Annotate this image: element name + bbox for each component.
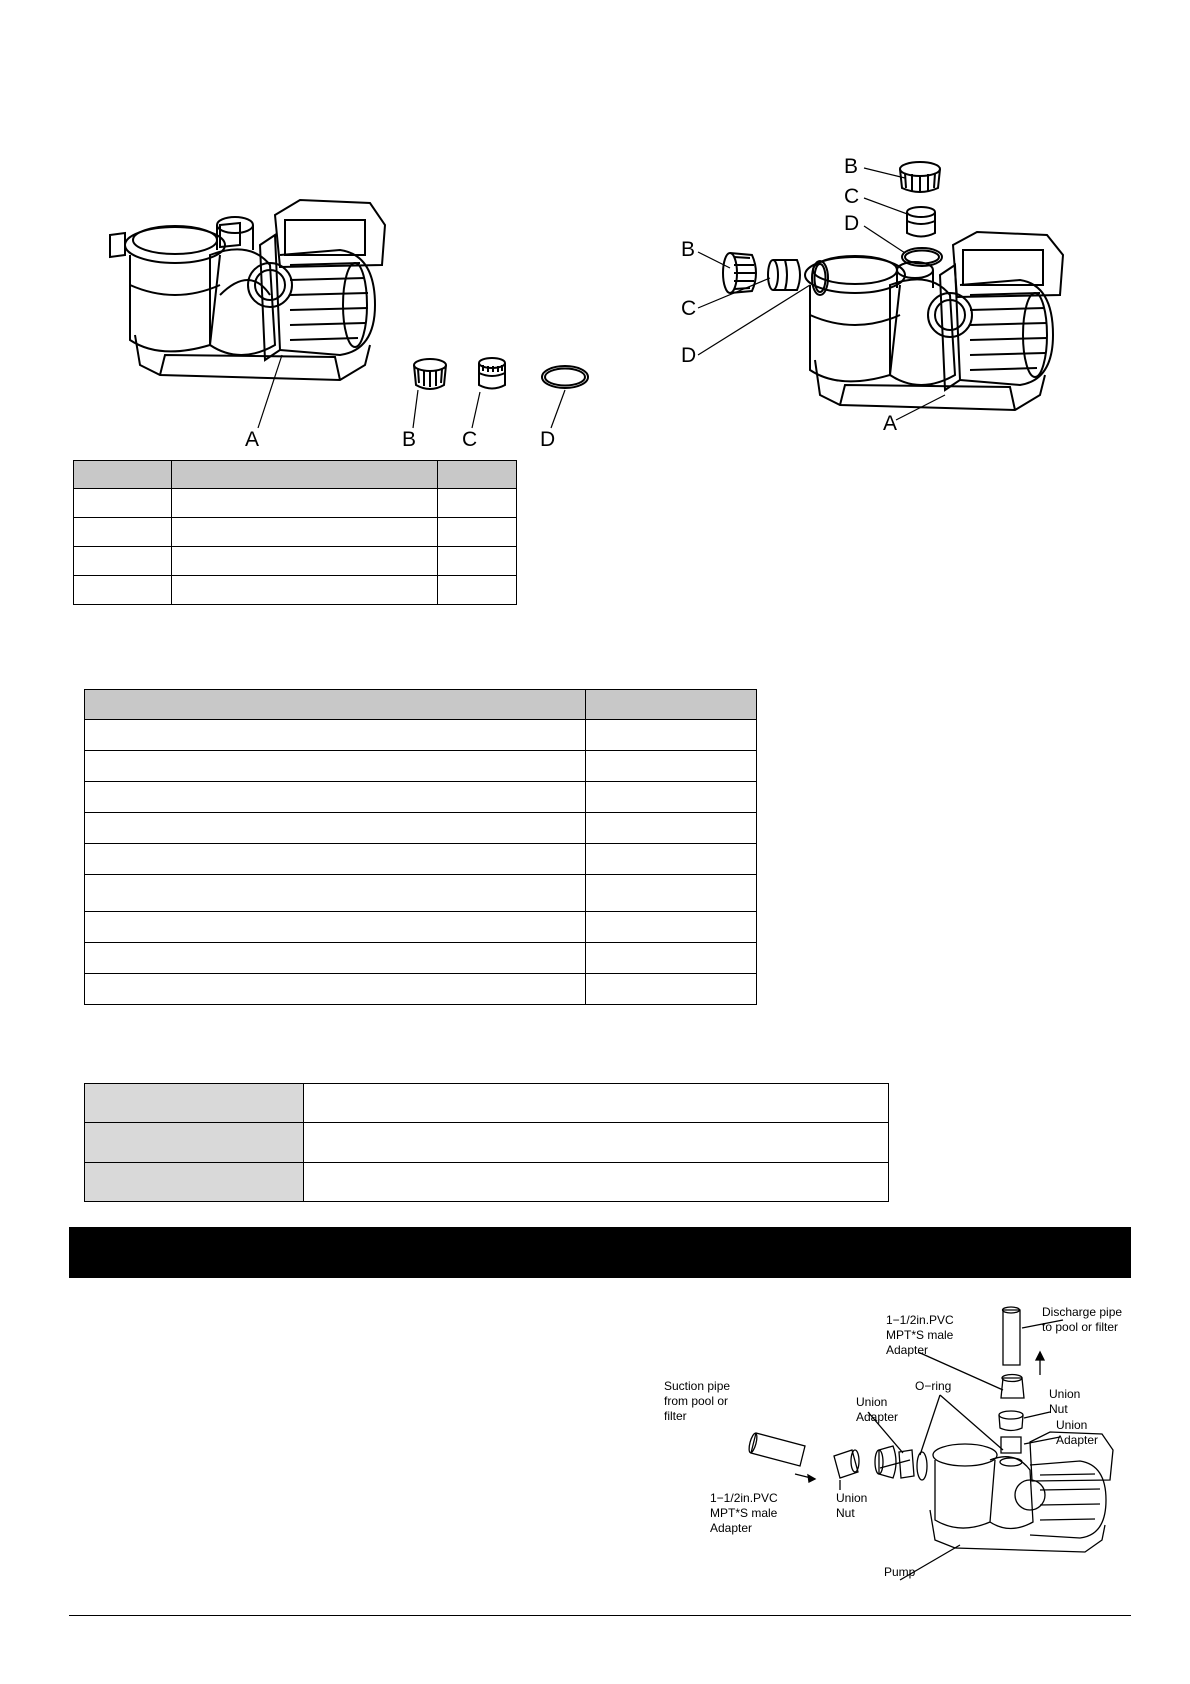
discharge-pipe-label: Discharge pipe to pool or filter — [1042, 1305, 1123, 1334]
footer-rule — [69, 1615, 1131, 1616]
fig2-label-b-top: B — [844, 155, 859, 178]
union-adapter-left-label: Union Adapter — [856, 1395, 899, 1424]
o-ring-label: O−ring — [915, 1379, 952, 1393]
fig1-label-a: A — [245, 428, 260, 451]
fig1-label-c: C — [462, 428, 478, 451]
fig2-label-b-side: B — [681, 238, 696, 261]
fig2-label-c-side: C — [681, 297, 697, 320]
fig2-label-d-top: D — [844, 212, 860, 235]
union-adapter-right-label: Union Adapter — [1056, 1418, 1099, 1447]
adapter-left-label: 1−1/2in.PVC MPT*S male Adapter — [710, 1491, 778, 1535]
pump-label: Pump — [884, 1565, 916, 1579]
union-nut-left-label: Union Nut — [836, 1491, 868, 1520]
fig2-label-d-side: D — [681, 344, 697, 367]
adapter-top-label: 1−1/2in.PVC MPT*S male Adapter — [886, 1313, 954, 1357]
fig2-label-a: A — [883, 412, 898, 435]
union-nut-right-label: Union Nut — [1049, 1387, 1081, 1416]
fig1-label-d: D — [540, 428, 556, 451]
fig1-label-b: B — [402, 428, 417, 451]
fig2-label-c-top: C — [844, 185, 860, 208]
suction-pipe-label: Suction pipe from pool or filter — [664, 1379, 731, 1423]
